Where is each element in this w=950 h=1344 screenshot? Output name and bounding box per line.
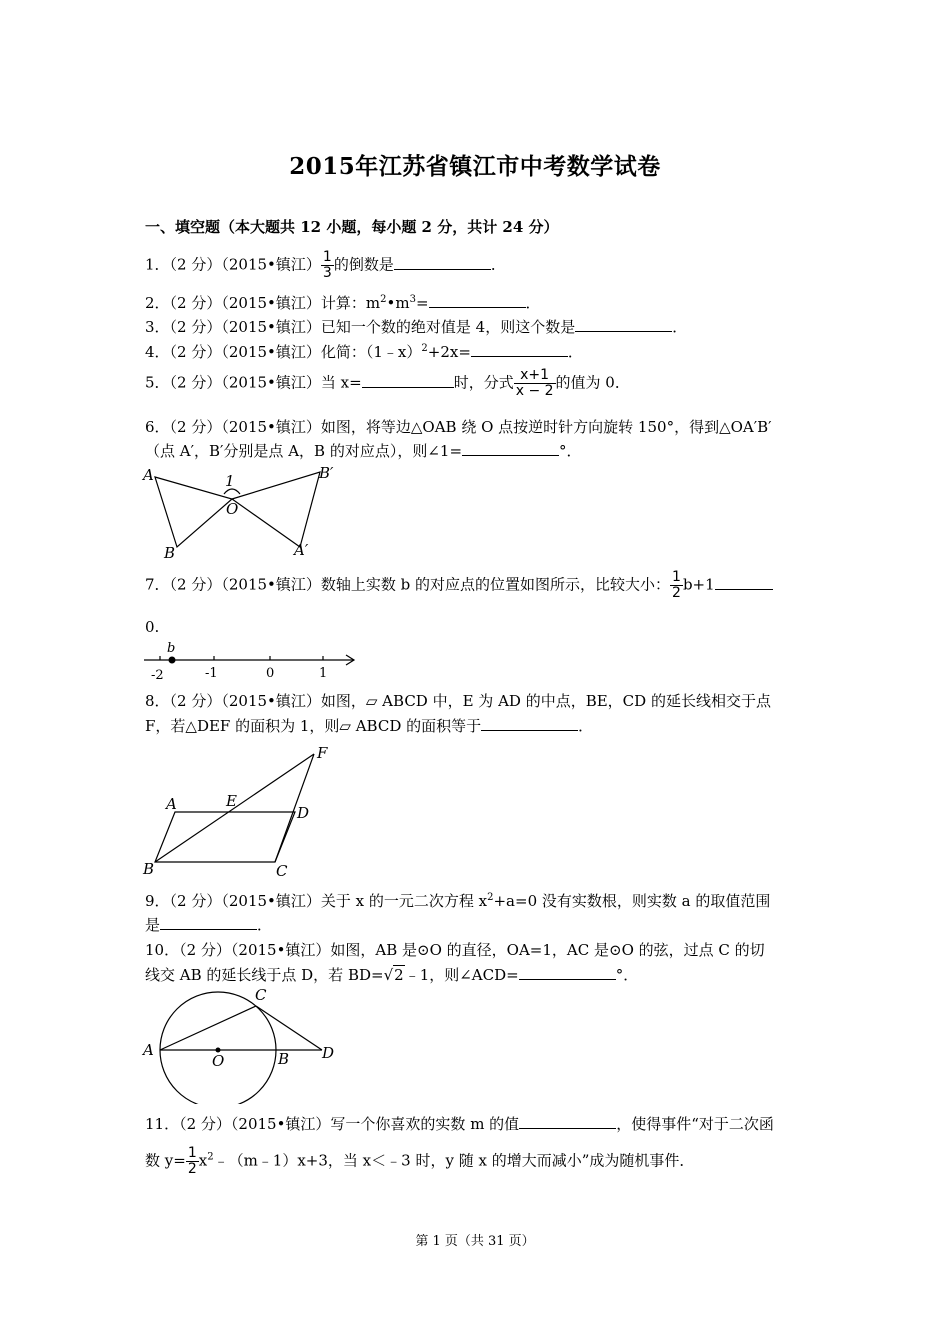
q9-answer-blank[interactable] <box>160 914 257 930</box>
q10-sqrt: √2 <box>383 966 404 984</box>
q2-mid: •m <box>386 294 410 312</box>
q7-denominator: 2 <box>672 585 681 601</box>
label-c: C <box>276 862 288 880</box>
q11-fraction <box>186 1146 199 1177</box>
q11-post2: ﹣（m﹣1）x+3，当 x＜﹣3 时，y 随 x 的增大而减小”成为随机事件． <box>213 1151 695 1170</box>
q10-answer-blank[interactable] <box>519 964 616 980</box>
label-e: E <box>226 792 237 810</box>
label-d: D <box>322 1044 335 1062</box>
q5-mid: 时，分式 <box>453 373 514 392</box>
question-11 <box>145 1113 774 1135</box>
question-8-line1: 8．（2 分）（2015•镇江）如图，▱ ABCD 中，E 为 AD 的中点，BE，CD 的延长线相交于点 <box>145 692 771 710</box>
q10-mid: ﹣1，则∠ACD= <box>404 966 519 984</box>
q10-radicand: 2 <box>394 966 404 984</box>
q2-exp1: 2 <box>380 294 387 305</box>
q2-eq: = <box>415 294 429 312</box>
triangle-oab <box>155 477 232 547</box>
q11-numerator: 1 <box>187 1145 197 1161</box>
q6-answer-blank[interactable] <box>462 440 559 456</box>
tangent-cd <box>256 1006 322 1050</box>
label-b: B <box>278 1050 290 1068</box>
q6-end: °． <box>559 442 582 460</box>
q2-answer-blank[interactable] <box>429 292 526 308</box>
figure-7-number-line <box>140 640 370 684</box>
tick-label-minus-1: -1 <box>205 666 218 681</box>
label-b: B <box>164 544 176 562</box>
label-b-prime: B′ <box>319 464 334 482</box>
q5-fraction <box>514 368 556 399</box>
q4-prefix: 4．（2 分）（2015•镇江）化简：（1﹣x） <box>145 343 422 361</box>
question-9 <box>145 890 770 912</box>
label-b: b <box>167 641 176 656</box>
q5-post: 的值为 0． <box>555 373 630 392</box>
question-7-line2: 0. <box>145 618 160 636</box>
label-f: F <box>317 744 328 762</box>
tick-label-1: 1 <box>319 666 328 681</box>
q5-denominator: x − 2 <box>515 383 554 399</box>
label-a: A <box>166 795 177 813</box>
label-a-prime: A′ <box>294 541 309 559</box>
q10-end: °． <box>615 966 639 984</box>
q4-post: +2x= <box>427 343 471 361</box>
q11-prefix: 11．（2 分）（2015•镇江）写一个你喜欢的实数 m 的值 <box>145 1115 520 1133</box>
q8-end: ． <box>578 717 594 735</box>
q11-denominator: 2 <box>187 1161 197 1177</box>
question-3 <box>145 316 687 338</box>
q4-answer-blank[interactable] <box>471 341 568 357</box>
question-1 <box>145 250 506 281</box>
parallelogram-abcd <box>155 812 295 862</box>
q9-line2: 是 <box>145 916 161 934</box>
label-o: O <box>226 500 239 518</box>
q8-text: F，若△DEF 的面积为 1，则▱ ABCD 的面积等于 <box>145 717 482 735</box>
question-5 <box>145 368 630 399</box>
q11-prefix2: 数 y= <box>145 1151 186 1170</box>
question-6-line1: 6．（2 分）（2015•镇江）如图，将等边△OAB 绕 O 点按逆时针方向旋转 150°，得到△OA′B′ <box>145 418 772 436</box>
triangle-oa2b2 <box>232 472 320 547</box>
q7-answer-blank[interactable] <box>715 574 773 590</box>
q9-end: ． <box>257 916 273 934</box>
q10-prefix: 线交 AB 的延长线于点 D，若 BD= <box>145 966 384 984</box>
q1-end: ． <box>490 255 506 274</box>
question-7 <box>145 570 773 601</box>
section-heading: 一、填空题（本大题共 12 小题，每小题 2 分，共计 24 分） <box>145 218 559 236</box>
label-a: A <box>143 1041 154 1059</box>
tick-label-0: 0 <box>266 666 275 681</box>
q3-text: 3．（2 分）（2015•镇江）已知一个数的绝对值是 4，则这个数是 <box>145 318 576 336</box>
question-10-line1: 10．（2 分）（2015•镇江）如图，AB 是⊙O 的直径，OA=1，AC 是⊙O 的弦，过点 C 的切 <box>145 941 765 959</box>
label-angle-1: 1 <box>225 472 235 490</box>
figure-6-bowtie <box>140 462 340 562</box>
q5-prefix: 5．（2 分）（2015•镇江）当 x= <box>145 373 362 392</box>
label-d: D <box>297 804 310 822</box>
q6-text: （点 A′，B′分别是点 A，B 的对应点），则∠1= <box>145 442 463 460</box>
q8-answer-blank[interactable] <box>481 715 578 731</box>
q2-exp2: 3 <box>409 294 416 305</box>
label-a: A <box>143 466 154 484</box>
question-4 <box>145 341 583 363</box>
page-footer: 第 1 页（共 31 页） <box>415 1234 535 1249</box>
q11-exp: 2 <box>207 1151 214 1163</box>
q1-fraction <box>321 250 334 281</box>
page-title: 2015年江苏省镇江市中考数学试卷 <box>289 153 661 180</box>
q1-prefix: 1．（2 分）（2015•镇江） <box>145 255 321 274</box>
q9-exp: 2 <box>487 892 494 903</box>
q1-answer-blank[interactable] <box>394 254 491 270</box>
q7-fraction <box>670 570 683 601</box>
q2-prefix: 2．（2 分）（2015•镇江）计算：m <box>145 294 381 312</box>
q1-denominator: 3 <box>322 265 332 281</box>
question-8-line2 <box>145 715 593 737</box>
question-6-line2 <box>145 440 582 462</box>
label-o: O <box>212 1052 225 1070</box>
q2-end: ． <box>525 294 541 312</box>
point-b <box>169 657 176 664</box>
q11-answer-blank[interactable] <box>519 1113 616 1129</box>
q5-answer-blank[interactable] <box>362 372 454 388</box>
q1-text: 的倒数是 <box>333 255 394 274</box>
figure-8-parallelogram <box>140 742 340 882</box>
q11-post: ，使得事件“对于二次函 <box>616 1115 774 1133</box>
q4-end: ． <box>567 343 583 361</box>
tick-label-minus-2: -2 <box>151 668 164 683</box>
q11-x: x <box>198 1151 208 1170</box>
figure-10-circle <box>140 984 340 1104</box>
q3-answer-blank[interactable] <box>575 316 672 332</box>
question-11-line2 <box>145 1146 694 1177</box>
q3-end: ． <box>672 318 688 336</box>
question-9-line2 <box>145 914 272 936</box>
q9-post: +a=0 没有实数根，则实数 a 的取值范围 <box>493 892 771 910</box>
q7-post: b+1 <box>682 575 715 594</box>
label-c: C <box>255 986 267 1004</box>
q7-numerator: 1 <box>672 569 681 585</box>
q5-numerator: x+1 <box>514 368 556 384</box>
q9-prefix: 9．（2 分）（2015•镇江）关于 x 的一元二次方程 x <box>145 892 488 910</box>
question-2 <box>145 292 541 314</box>
question-10-line2 <box>145 964 638 986</box>
q1-numerator: 1 <box>322 249 332 265</box>
q4-exp: 2 <box>421 343 428 354</box>
label-b: B <box>143 860 155 878</box>
q7-prefix: 7．（2 分）（2015•镇江）数轴上实数 b 的对应点的位置如图所示，比较大小： <box>145 575 671 594</box>
